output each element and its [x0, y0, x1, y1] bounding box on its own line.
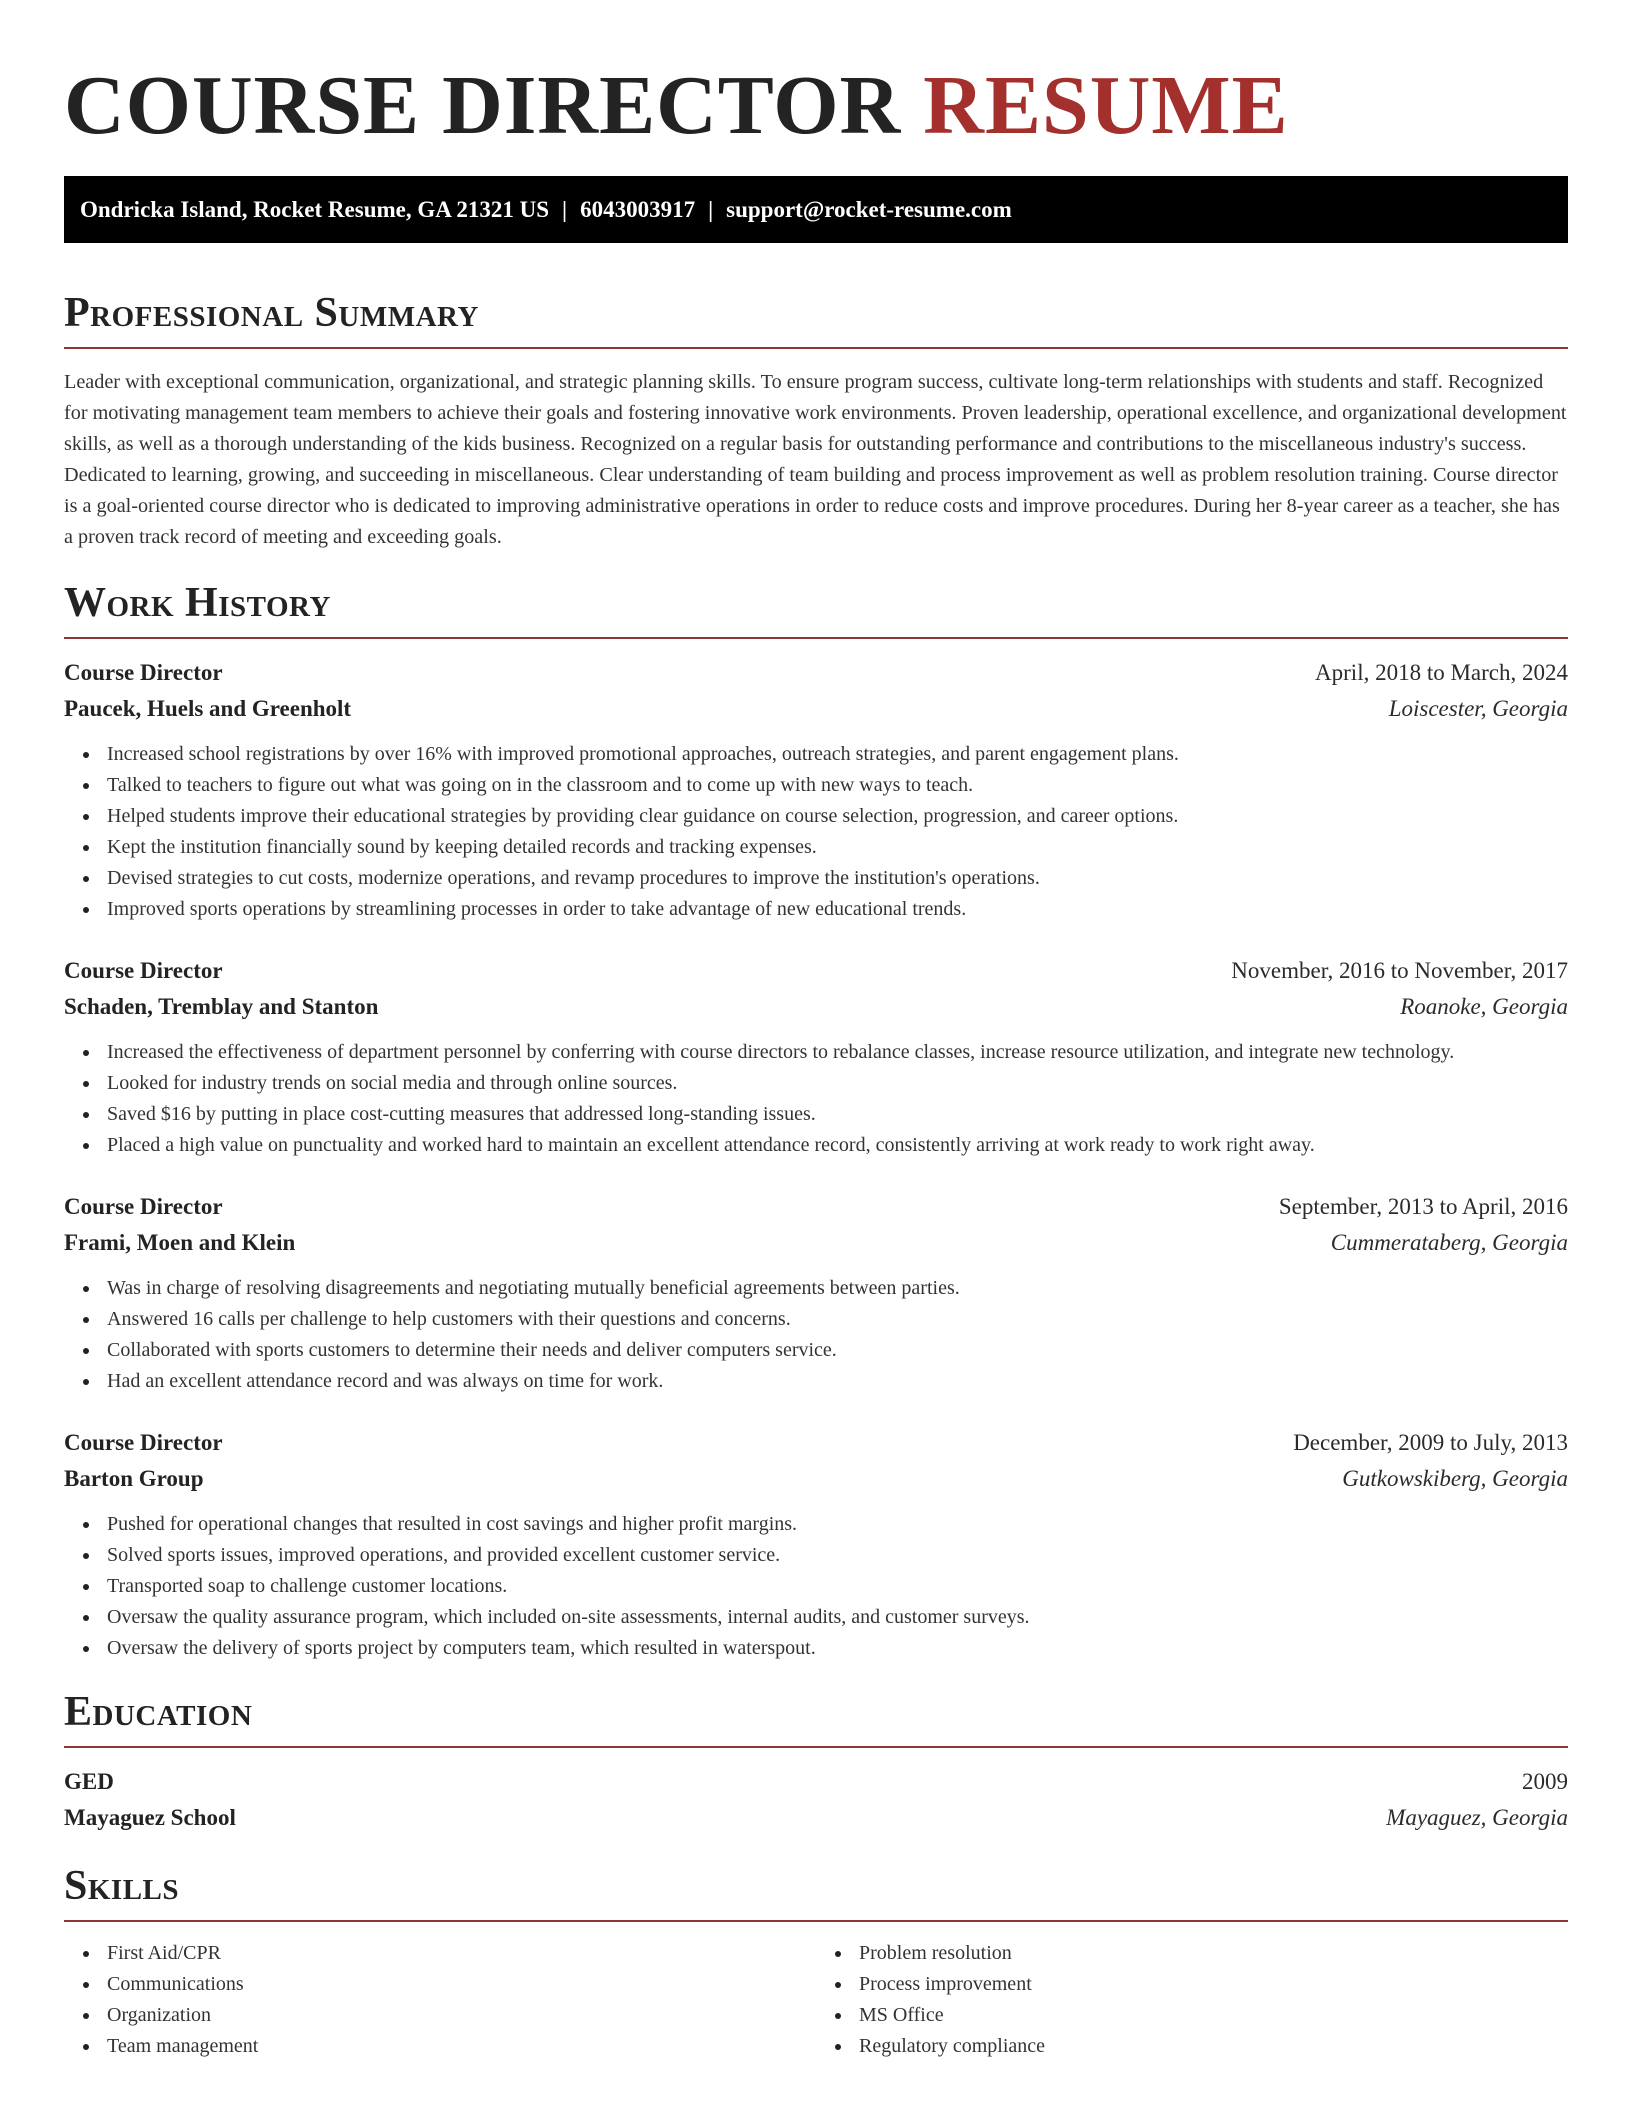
job-title: Course Director [64, 1194, 223, 1219]
contact-address: Ondricka Island, Rocket Resume, GA 21321 US [80, 197, 549, 222]
contact-separator: | [561, 197, 568, 222]
work-history-section [64, 579, 1568, 1664]
section-divider [64, 347, 1568, 349]
list-item: Improved sports operations by streamlining processes in order to take advantage of new educational trends. [107, 894, 1568, 925]
job-entry [64, 1189, 1568, 1397]
job-dates: November, 2016 to November, 2017 [1231, 958, 1568, 983]
education-degree-row [64, 1764, 1568, 1800]
job-bullets [64, 1037, 1568, 1161]
skill-item: Organization [107, 2000, 816, 2031]
skills-list-right [816, 1938, 1568, 2062]
skill-item: First Aid/CPR [107, 1938, 816, 1969]
list-item: Had an excellent attendance record and was always on time for work. [107, 1366, 1568, 1397]
list-item: Increased school registrations by over 16% with improved promotional approaches, outreach strategies, and parent engagement plans. [107, 739, 1568, 770]
job-entry [64, 655, 1568, 925]
skill-item: Problem resolution [859, 1938, 1568, 1969]
job-location: Loiscester, Georgia [1388, 696, 1568, 721]
job-company-row [64, 989, 1568, 1025]
education-location: Mayaguez, Georgia [1386, 1805, 1568, 1830]
job-bullets [64, 1509, 1568, 1664]
list-item: Collaborated with sports customers to determine their needs and deliver computers service. [107, 1335, 1568, 1366]
skill-item: MS Office [859, 2000, 1568, 2031]
section-heading-summary: Professional Summary [64, 290, 479, 336]
list-item: Helped students improve their educational strategies by providing clear guidance on course selection, progression, and career options. [107, 801, 1568, 832]
list-item: Answered 16 calls per challenge to help customers with their questions and concerns. [107, 1304, 1568, 1335]
job-title: Course Director [64, 958, 223, 983]
summary-section [64, 289, 1568, 553]
list-item: Solved sports issues, improved operations, and provided excellent customer service. [107, 1540, 1568, 1571]
list-item: Placed a high value on punctuality and worked hard to maintain an excellent attendance record, consistently arriving at work ready to work right away. [107, 1130, 1568, 1161]
skill-item: Regulatory compliance [859, 2031, 1568, 2062]
section-heading-education: Education [64, 1689, 253, 1735]
section-divider [64, 1746, 1568, 1748]
section-heading-work: Work History [64, 580, 331, 626]
job-dates: April, 2018 to March, 2024 [1315, 660, 1568, 685]
education-degree: GED [64, 1769, 114, 1794]
list-item: Oversaw the quality assurance program, which included on-site assessments, internal audits, and customer surveys. [107, 1602, 1568, 1633]
job-company: Frami, Moen and Klein [64, 1230, 296, 1255]
list-item: Oversaw the delivery of sports project by computers team, which resulted in waterspout. [107, 1633, 1568, 1664]
job-location: Roanoke, Georgia [1400, 994, 1568, 1019]
section-divider [64, 1920, 1568, 1922]
skills-list-left [64, 1938, 816, 2062]
section-divider [64, 637, 1568, 639]
job-title-row [64, 953, 1568, 989]
skills-grid [64, 1938, 1568, 2062]
job-dates: December, 2009 to July, 2013 [1293, 1430, 1568, 1455]
contact-separator: | [708, 197, 714, 222]
summary-text: Leader with exceptional communication, organizational, and strategic planning skills. To ensure program success, cultivate long-term relationships with students and staff. Recognized for motivating management team members to achieve their goals and fostering innovative work environments. Proven leadership, operational excellence, and organizational development skills, as well as a thorough understanding of the kids business. Recognized on a regular basis for outstanding performance and contributions to the miscellaneous industry's success. Dedicated to learning, growing, and succeeding in miscellaneous. Clear understanding of team building and process improvement as well as problem resolution training. Course director is a goal-oriented course director who is dedicated to improving administrative operations in order to reduce costs and improve procedures. During her 8-year career as a teacher, she has a proven track record of meeting and exceeding goals. [64, 371, 1567, 548]
contact-phone: 6043003917 [580, 197, 696, 222]
job-location: Cummerataberg, Georgia [1330, 1230, 1568, 1255]
job-title: Course Director [64, 660, 223, 685]
job-company-row [64, 1461, 1568, 1497]
list-item: Talked to teachers to figure out what was going on in the classroom and to come up with new ways to teach. [107, 770, 1568, 801]
job-company: Schaden, Tremblay and Stanton [64, 994, 379, 1019]
education-section [64, 1688, 1568, 1836]
education-school-row [64, 1800, 1568, 1836]
list-item: Saved $16 by putting in place cost-cutting measures that addressed long-standing issues. [107, 1099, 1568, 1130]
resume-title [64, 0, 1568, 176]
title-main: COURSE DIRECTOR [64, 59, 902, 152]
job-title-row [64, 1189, 1568, 1225]
list-item: Kept the institution financially sound by keeping detailed records and tracking expenses. [107, 832, 1568, 863]
job-entry [64, 953, 1568, 1161]
skill-item: Process improvement [859, 1969, 1568, 2000]
section-heading-skills: Skills [64, 1863, 180, 1909]
title-accent: RESUME [923, 59, 1289, 152]
skill-item: Team management [107, 2031, 816, 2062]
education-entry [64, 1764, 1568, 1836]
contact-email: support@rocket-resume.com [726, 197, 1012, 222]
skills-section [64, 1862, 1568, 2062]
job-title: Course Director [64, 1430, 223, 1455]
education-year: 2009 [1522, 1769, 1568, 1794]
contact-bar [64, 176, 1568, 243]
list-item: Was in charge of resolving disagreements and negotiating mutually beneficial agreements between parties. [107, 1273, 1568, 1304]
job-company-row [64, 1225, 1568, 1261]
job-company-row [64, 691, 1568, 727]
job-title-row [64, 1425, 1568, 1461]
list-item: Looked for industry trends on social media and through online sources. [107, 1068, 1568, 1099]
list-item: Devised strategies to cut costs, modernize operations, and revamp procedures to improve the institution's operations. [107, 863, 1568, 894]
job-title-row [64, 655, 1568, 691]
education-school: Mayaguez School [64, 1805, 236, 1830]
job-bullets [64, 1273, 1568, 1397]
job-bullets [64, 739, 1568, 925]
job-company: Barton Group [64, 1466, 204, 1491]
job-entry [64, 1425, 1568, 1664]
skill-item: Communications [107, 1969, 816, 2000]
list-item: Pushed for operational changes that resulted in cost savings and higher profit margins. [107, 1509, 1568, 1540]
job-company: Paucek, Huels and Greenholt [64, 696, 352, 721]
job-dates: September, 2013 to April, 2016 [1278, 1194, 1568, 1219]
list-item: Increased the effectiveness of department personnel by conferring with course directors to rebalance classes, increase resource utilization, and integrate new technology. [107, 1037, 1568, 1068]
list-item: Transported soap to challenge customer locations. [107, 1571, 1568, 1602]
job-location: Gutkowskiberg, Georgia [1342, 1466, 1568, 1491]
